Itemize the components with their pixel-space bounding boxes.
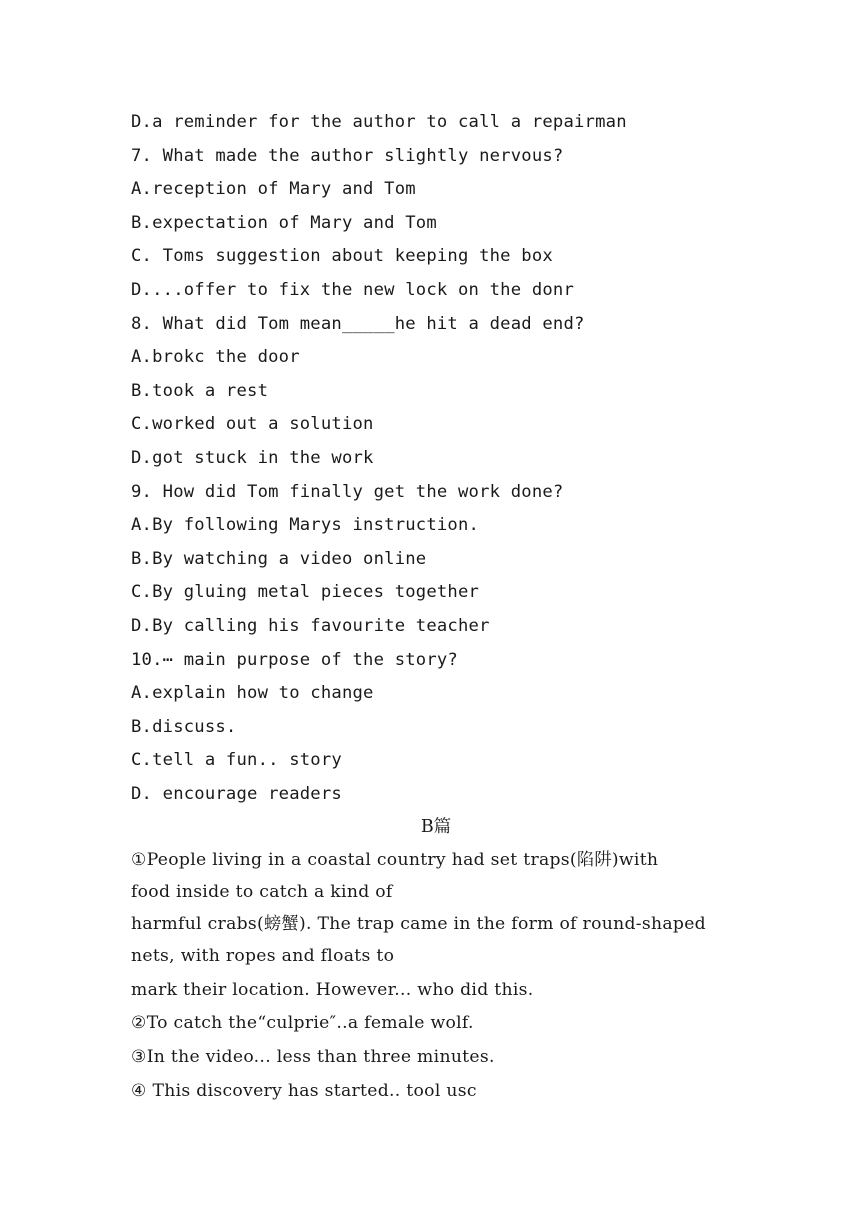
option-8c: C.worked out a solution	[131, 414, 374, 435]
option-10d: D. encourage readers	[131, 783, 342, 804]
question-7: 7. What made the author slightly nervous?	[131, 145, 564, 166]
option-8b: B.took a rest	[131, 380, 269, 401]
option-10c: C.tell a fun.. story	[131, 750, 342, 771]
option-10a: A.explain how to change	[131, 683, 374, 704]
paragraph-line: mark their location. However... who did this.	[131, 979, 534, 1000]
paragraph-line: ②To catch the“culprie″..a female wolf.	[131, 1013, 474, 1034]
document-page	[131, 106, 751, 1108]
paragraph-line: ①People living in a coastal country had set traps(陷阱)with	[131, 850, 659, 871]
option-9c: C.By gluing metal pieces together	[131, 582, 480, 603]
question-9: 9. How did Tom finally get the work done?	[131, 481, 564, 502]
paragraph-line: harmful crabs(螃蟹). The trap came in the form of round-shaped	[131, 914, 706, 935]
question-8: 8. What did Tom mean_____he hit a dead end?	[131, 313, 585, 334]
paragraph-line: ④ This discovery has started.. tool usc	[131, 1080, 477, 1101]
section-heading: B篇	[420, 817, 452, 838]
option-8a: A.brokc the door	[131, 347, 300, 368]
option-8d: D.got stuck in the work	[131, 447, 374, 468]
option-7a: A.reception of Mary and Tom	[131, 179, 416, 200]
option-10b: B.discuss.	[131, 716, 237, 737]
option-7b: B.expectation of Mary and Tom	[131, 212, 437, 233]
paragraph-line: food inside to catch a kind of	[131, 881, 393, 902]
option-7c: C. Toms suggestion about keeping the box	[131, 246, 553, 267]
question-10: 10.⋯ main purpose of the story?	[131, 649, 458, 670]
option-9a: A.By following Marys instruction.	[131, 515, 480, 536]
paragraph-line: nets, with ropes and floats to	[131, 946, 395, 967]
option-9d: D.By calling his favourite teacher	[131, 615, 490, 636]
paragraph-line: ③In the video... less than three minutes.	[131, 1047, 495, 1068]
option-7d: D....offer to fix the new lock on the donr	[131, 279, 575, 300]
option-6d: D.a reminder for the author to call a repairman	[131, 112, 627, 132]
option-9b: B.By watching a video online	[131, 548, 427, 569]
